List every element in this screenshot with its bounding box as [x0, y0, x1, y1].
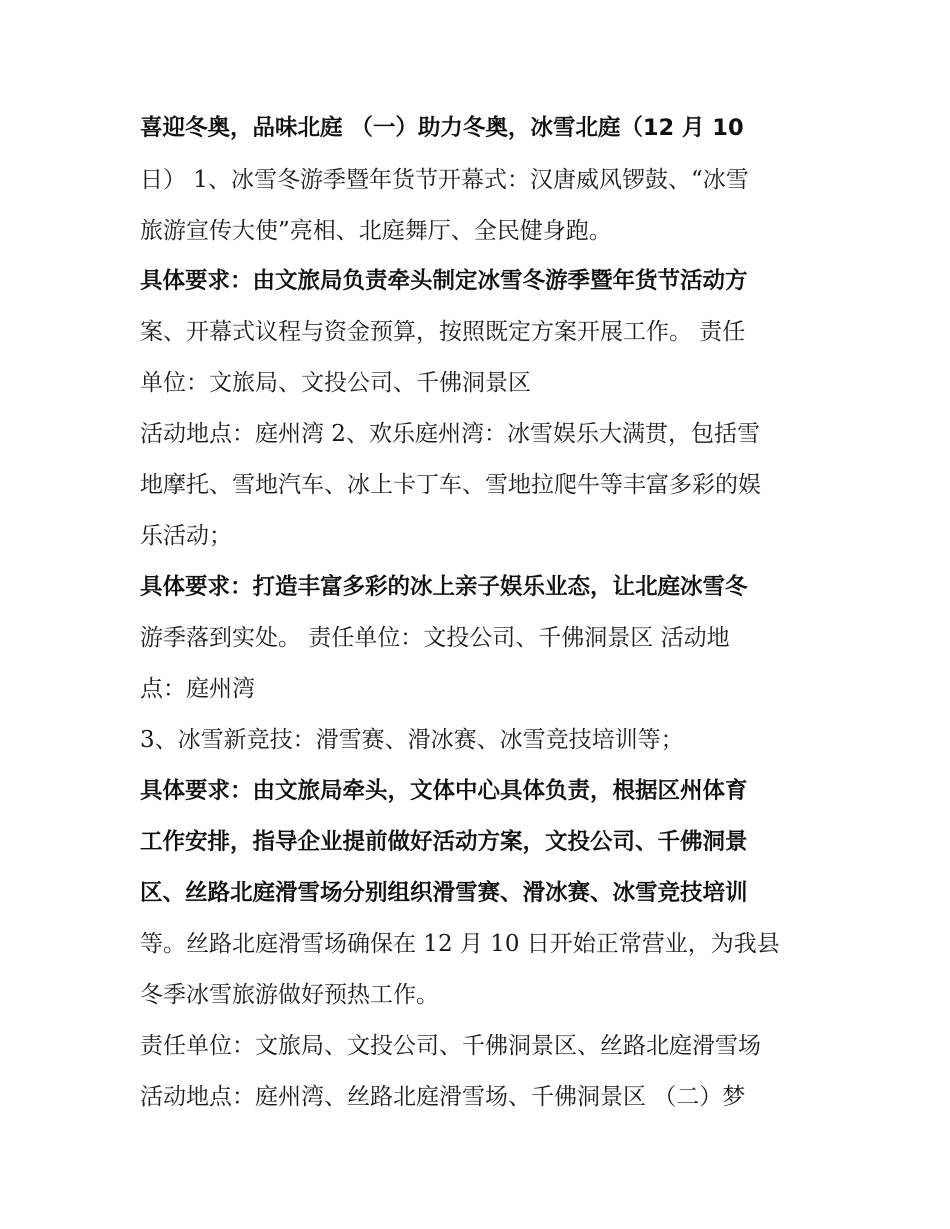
text-line: 单位：文旅局、文投公司、千佛洞景区	[140, 370, 531, 396]
text-line: 活动地点：庭州湾 2、欢乐庭州湾：冰雪娱乐大满贯，包括雪	[140, 421, 760, 447]
text-line: 乐活动；	[140, 523, 232, 549]
text-line: 区、丝路北庭滑雪场分别组织滑雪赛、滑冰赛、冰雪竞技培训	[140, 880, 748, 906]
text-line: 等。丝路北庭滑雪场确保在 12 月 10 日开始正常营业，为我县	[140, 931, 780, 957]
text-line: 喜迎冬奥，品味北庭 （一）助力冬奥，冰雪北庭（12 月 10	[140, 115, 744, 141]
text-line: 旅游宣传大使”亮相、北庭舞厅、全民健身跑。	[140, 218, 612, 244]
text-line: 日） 1、冰雪冬游季暨年货节开幕式：汉唐威风锣鼓、“冰雪	[140, 167, 749, 193]
text-line: 工作安排，指导企业提前做好活动方案，文投公司、千佛洞景	[140, 829, 748, 855]
text-line: 具体要求：由文旅局牵头，文体中心具体负责，根据区州体育	[140, 778, 748, 804]
text-line: 案、开幕式议程与资金预算，按照既定方案开展工作。 责任	[140, 319, 746, 345]
text-line: 3、冰雪新竞技：滑雪赛、滑冰赛、冰雪竞技培训等；	[140, 727, 684, 753]
text-line: 具体要求：由文旅局负责牵头制定冰雪冬游季暨年货节活动方	[140, 268, 748, 294]
text-line: 地摩托、雪地汽车、冰上卡丁车、雪地拉爬牛等丰富多彩的娱	[140, 472, 761, 498]
text-line: 具体要求：打造丰富多彩的冰上亲子娱乐业态，让北庭冰雪冬	[140, 574, 748, 600]
text-line: 冬季冰雪旅游做好预热工作。	[140, 982, 439, 1008]
text-line: 责任单位：文旅局、文投公司、千佛洞景区、丝路北庭滑雪场	[140, 1033, 761, 1059]
text-line: 游季落到实处。 责任单位：文投公司、千佛洞景区 活动地	[140, 625, 730, 651]
text-line: 点：庭州湾	[140, 676, 255, 702]
text-line: 活动地点：庭州湾、丝路北庭滑雪场、千佛洞景区 （二）梦	[140, 1084, 746, 1110]
